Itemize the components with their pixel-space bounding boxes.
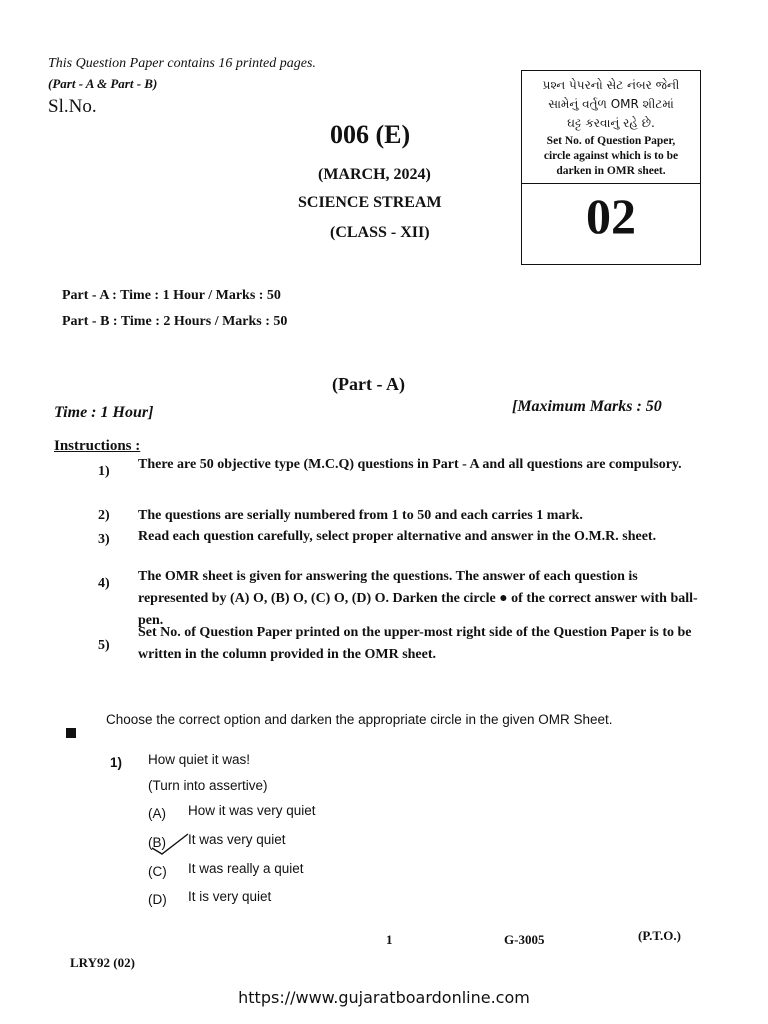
gujarati-line: સામેનું વર્તુળ OMR શીટમાં bbox=[548, 97, 674, 111]
part-b-timing: Part - B : Time : 2 Hours / Marks : 50 bbox=[62, 314, 288, 329]
paper-code: 006 (E) bbox=[330, 120, 411, 149]
class-title: (CLASS - XII) bbox=[330, 224, 430, 241]
lry-code: LRY92 (02) bbox=[70, 955, 135, 970]
part-a-max-marks: [Maximum Marks : 50 bbox=[512, 398, 662, 415]
option-text: It was very quiet bbox=[188, 832, 286, 847]
instruction-number: 5) bbox=[98, 638, 110, 653]
source-url: https://www.gujaratboardonline.com bbox=[238, 988, 530, 1007]
exam-date: (MARCH, 2024) bbox=[318, 166, 431, 183]
instruction-number: 4) bbox=[98, 576, 110, 591]
question-number: 1) bbox=[110, 755, 123, 770]
option-label: (B) bbox=[148, 835, 166, 850]
instruction-number: 2) bbox=[98, 508, 110, 523]
option-text: It is very quiet bbox=[188, 889, 272, 904]
bullet-square-icon bbox=[66, 728, 76, 738]
serial-number-label: Sl.No. bbox=[48, 96, 97, 117]
gujarati-line: ઘટ્ટ કરવાનું રહે છે. bbox=[567, 116, 655, 130]
instruction-text: Set No. of Question Paper printed on the upper-most right side of the Question Paper is to be written in the column provided in the OMR sheet. bbox=[138, 625, 692, 662]
instructions-title: Instructions : bbox=[54, 438, 141, 454]
part-a-time: Time : 1 Hour] bbox=[54, 404, 154, 421]
instruction-text: The questions are serially numbered from 1 to 50 and each carries 1 mark. bbox=[138, 508, 583, 523]
option-text: It was really a quiet bbox=[188, 861, 304, 876]
question-text: How quiet it was! bbox=[148, 752, 251, 767]
option-label: (A) bbox=[148, 806, 166, 821]
question-instruction: (Turn into assertive) bbox=[148, 778, 268, 793]
instruction-text: Read each question carefully, select proper alternative and answer in the O.M.R. sheet. bbox=[138, 529, 657, 544]
paper-serial-code: G-3005 bbox=[504, 932, 545, 947]
option-text: How it was very quiet bbox=[188, 803, 316, 818]
set-box-gujarati-text bbox=[522, 71, 700, 133]
english-line: darken in OMR sheet. bbox=[556, 165, 666, 177]
option-label: (D) bbox=[148, 892, 167, 907]
stream-title: SCIENCE STREAM bbox=[298, 194, 442, 211]
gujarati-line: પ્રશ્ન પેપરનો સેટ નંબર જેની bbox=[542, 78, 680, 92]
set-number: 02 bbox=[586, 188, 636, 244]
instruction-text: There are 50 objective type (M.C.Q) questions in Part - A and all questions are compulsory. bbox=[138, 457, 682, 472]
section-directive: Choose the correct option and darken the appropriate circle in the given OMR Sheet. bbox=[106, 712, 613, 727]
set-box-english-text bbox=[522, 134, 700, 179]
set-number-box bbox=[521, 70, 701, 265]
part-a-timing: Part - A : Time : 1 Hour / Marks : 50 bbox=[62, 288, 281, 303]
pages-note: This Question Paper contains 16 printed pages. bbox=[48, 56, 316, 71]
english-line: Set No. of Question Paper, bbox=[546, 135, 676, 147]
pto-label: (P.T.O.) bbox=[638, 928, 681, 943]
option-label: (C) bbox=[148, 864, 167, 879]
instruction-text: The OMR sheet is given for answering the questions. The answer of each question is represented by (A) O, (B) O, (C) O, (D) O. Darken the circle ● of the correct answer with ball-pen. bbox=[138, 569, 698, 628]
part-a-heading: (Part - A) bbox=[332, 374, 405, 394]
page-number: 1 bbox=[386, 932, 393, 947]
instruction-number: 3) bbox=[98, 532, 110, 547]
english-line: circle against which is to be bbox=[543, 150, 679, 162]
parts-note: (Part - A & Part - B) bbox=[48, 76, 158, 91]
tick-mark-icon bbox=[148, 832, 210, 856]
instruction-number: 1) bbox=[98, 464, 110, 479]
